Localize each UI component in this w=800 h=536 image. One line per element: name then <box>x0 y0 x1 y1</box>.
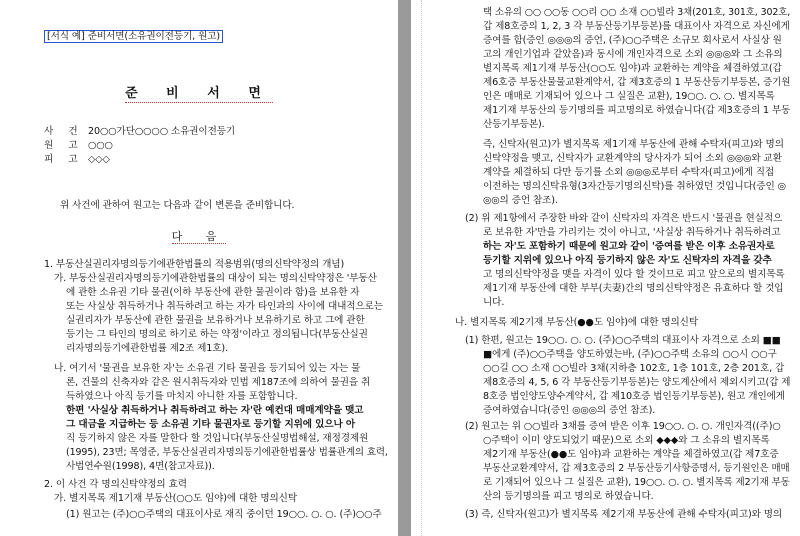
body-line: 택 소유의 ○○ ○○동 ○○리 ○○ 소재 ○○빌라 3채(201호, 301호, 302호, <box>483 7 791 18</box>
body-line: 제1기재 부동산에 대한 부부(夫妻)간의 명의신탁약정은 유효하다 할 것입 <box>483 283 784 294</box>
body-line: 리자명의등기에관한법률 제2조 제1호). <box>66 343 229 354</box>
body-line: 고의 개인기업과 같았음)과 동시에 개인자격으로 소외 ◎◎◎와 그 소유의 <box>483 49 783 60</box>
body-line: 산등기부등본). <box>483 119 545 130</box>
body-line: 별지목록 제1기재 부동산(○○도 임야)과 교환하는 계약을 체결하였고(갑 <box>483 63 782 74</box>
body-line: 론, 건물의 신축자와 같은 원시취득자와 민법 제187조에 의하여 물권을 취 <box>66 377 371 388</box>
section-heading: 다 음 <box>171 230 227 243</box>
body-line: 로 보유한 자'만을 가리키는 것이 아니고, '사실상 취득하거나 취득하려고 <box>483 227 781 238</box>
body-line: 제2기재 부동산(●●도 임야)과 교환하는 계약을 체결하였고(갑 제7호증 <box>483 449 779 460</box>
body-line: 제6호증 부동산물물교환계약서, 갑 제3호증의 1 부동산등기부등본, 증기원 <box>483 77 791 88</box>
body-line: 1. 부동산실권리자명의등기에관한법률의 적용범위(명의신탁약정의 개념) <box>44 259 345 270</box>
body-line: 고 명의신탁약정을 맺을 자격이 있다 할 것이므로 피고 앞으로의 별지목록 <box>483 269 785 280</box>
body-line: (2) 위 제1항에서 주장한 바와 같이 신탁자의 자격은 반드시 '물권을 현실적으 <box>465 213 783 224</box>
body-line: 나. 별지목록 제2기재 부동산(●●도 임야)에 대한 명의신탁 <box>455 317 698 328</box>
body-line: (1) 한편, 원고는 19○○. ○. ○. (주)○○주택의 대표이사 자격으로 소외 ■■ <box>465 335 781 346</box>
body-line-bold: 그 대금을 지급하는 등 소유권 기타 물권자로 등기할 지위에 있으나 아 <box>66 419 356 430</box>
body-line: 2. 이 사건 각 명의신탁약정의 효력 <box>44 479 187 490</box>
body-line: (3) 즉, 신탁자(원고)가 별지목록 제2기재 부동산에 관해 수탁자(피고)와 명의 <box>465 509 783 520</box>
body-line: 사법연수원(1998), 4면(참고자료)). <box>66 461 215 472</box>
body-line: 증여를 함(증인 ◎◎◎의 증언, (주)○○주택은 소규모 회사로서 사실상 원 <box>483 35 782 46</box>
body-line: 직 등기하지 않은 자를 말한다 할 것입니다(부동산실명법해설, 재정경제원 <box>66 433 369 444</box>
body-line: ■에게 (주)○○주택을 양도하였는바, (주)○○주택 소유의 ○○시 ○○구 <box>483 349 777 360</box>
defendant-value: ◇◇◇ <box>88 154 110 165</box>
body-line: 득하였으나 아직 등기를 마치지 아니한 자를 포함합니다. <box>66 391 298 402</box>
defendant-label: 피 고 <box>44 154 84 165</box>
body-line: 인은 매매로 기재되어 있으나 그 실질은 교환), 19○○. ○. ○. 별지목록 <box>483 91 775 102</box>
body-line: 가. 부동산실권리자명의등기에관한법률의 대상이 되는 명의신탁약정은 '부동산 <box>54 273 377 284</box>
body-line-bold: 등기할 지위에 있으나 아직 등기하지 않은 자'도 신탁자의 자격을 갖추 <box>483 255 772 266</box>
body-line: ○○길 ○○ 소재 ○○빌라 3채(지하층 102호, 1층 101호, 2층 201호, 갑 <box>483 363 785 374</box>
intro-paragraph: 위 사건에 관하여 원고는 다음과 같이 변론을 준비합니다. <box>60 200 295 211</box>
body-line-bold: 하는 자'도 포함하기 때문에 원고와 같이 '증여를 받은 이후 소유권자로 <box>483 241 775 252</box>
body-line: 로 기재되어 있으나 그 실질은 교환), 19○○. ○. ○. 별지목록 제2기재 부동 <box>483 477 790 488</box>
plaintiff-value: ○○○ <box>88 140 113 151</box>
document-page-right <box>411 0 800 536</box>
body-line: 계약을 체결하되 다만 등기를 소외 ◎◎◎로부터 수탁자(피고)에게 직접 <box>483 167 775 178</box>
body-line: 가. 별지목록 제1기재 부동산(○○도 임야)에 대한 명의신탁 <box>54 493 297 504</box>
body-line: (2) 원고는 위 ○○빌라 3채를 증여 받은 이후 19○○. ○. ○. 개인자격((주)○ <box>465 421 781 432</box>
body-line: 갑 제8호증의 1, 2, 3 각 부동산등기부등본)를 대표이사 자격으로 자신에게 <box>483 21 790 32</box>
body-line: 제8호증의 4, 5, 6 각 부동산등기부등본)는 양도계산에서 제외시키고(갑 제 <box>483 377 791 388</box>
body-line: (1) 원고는 (주)○○주택의 대표이사로 재직 중이던 19○○. ○. ○. (주)○○주 <box>66 509 382 520</box>
body-line: 니다. <box>483 297 505 308</box>
case-label: 사 건 <box>44 126 84 137</box>
body-line: 8호증 법인양도양수계약서, 갑 제10호증 법인등기부등본), 원고 개인에게 <box>483 391 785 402</box>
body-line: 나. 여기서 '물권을 보유한 자'는 소유권 기타 물권을 등기되어 있는 자는 물 <box>54 363 361 374</box>
body-line: 산의 등기명의를 피고 명의로 하였습니다. <box>483 491 654 502</box>
body-line: 신탁약정을 맺고, 신탁자가 교환계약의 당사자가 되어 소외 ◎◎◎와 교환 <box>483 153 782 164</box>
body-line: 등기는 그 타인의 명의로 하기로 하는 약정'이라고 정의됩니다(부동산실권 <box>66 329 368 340</box>
body-line: 제1기재 부동산의 등기명의를 피고명의로 하였습니다(갑 제3호증의 1 부동 <box>483 105 791 116</box>
body-line: 또는 사실상 취득하거나 취득하려고 하는 자가 타인과의 사이에 대내적으로는 <box>66 301 383 312</box>
form-header: [서식 예] 준비서면(소유권이전등기, 원고) <box>44 30 223 44</box>
body-line: 증여하였습니다(증인 ◎◎◎의 증언 참조). <box>483 405 656 416</box>
body-line: (1995), 23면; 목영준, 부동산실권리자명의등기에관한법률상 법률관계의 효력, <box>66 447 388 458</box>
document-title: 준 비 서 면 <box>125 86 273 101</box>
body-line: 부동산교환계약서, 갑 제3호증의 2 부동산등기사항증명서, 등기원인은 매매 <box>483 463 790 474</box>
body-line: 실권리자가 부동산에 관한 물권을 보유하거나 보유하기로 하고 그에 관한 <box>66 315 365 326</box>
body-line: 즉, 신탁자(원고)가 별지목록 제1기재 부동산에 관해 수탁자(피고)와 명의 <box>483 139 784 150</box>
body-line-bold: 한편 '사실상 취득하거나 취득하려고 하는 자'란 예컨대 매매계약을 맺고 <box>66 405 364 416</box>
document-page-left <box>0 0 398 536</box>
body-line: 에 관한 소유권 기타 물권(이하 부동산에 관한 물권이라 함)을 보유한 자 <box>66 287 360 298</box>
body-line: 이전하는 명의신탁유형(3자간등기명의신탁)를 취하였던 것입니다(증인 ◎ <box>483 181 786 192</box>
body-line: ○주택이 이미 양도되었기 때문)으로 소외 ◆◆◆와 그 소유의 별지목록 <box>483 435 770 446</box>
case-value: 20○○가단○○○○ 소유권이전등기 <box>88 126 236 137</box>
body-line: ◎◎의 증언 참조). <box>483 195 558 206</box>
margin-guide <box>421 0 422 536</box>
plaintiff-label: 원 고 <box>44 140 84 151</box>
